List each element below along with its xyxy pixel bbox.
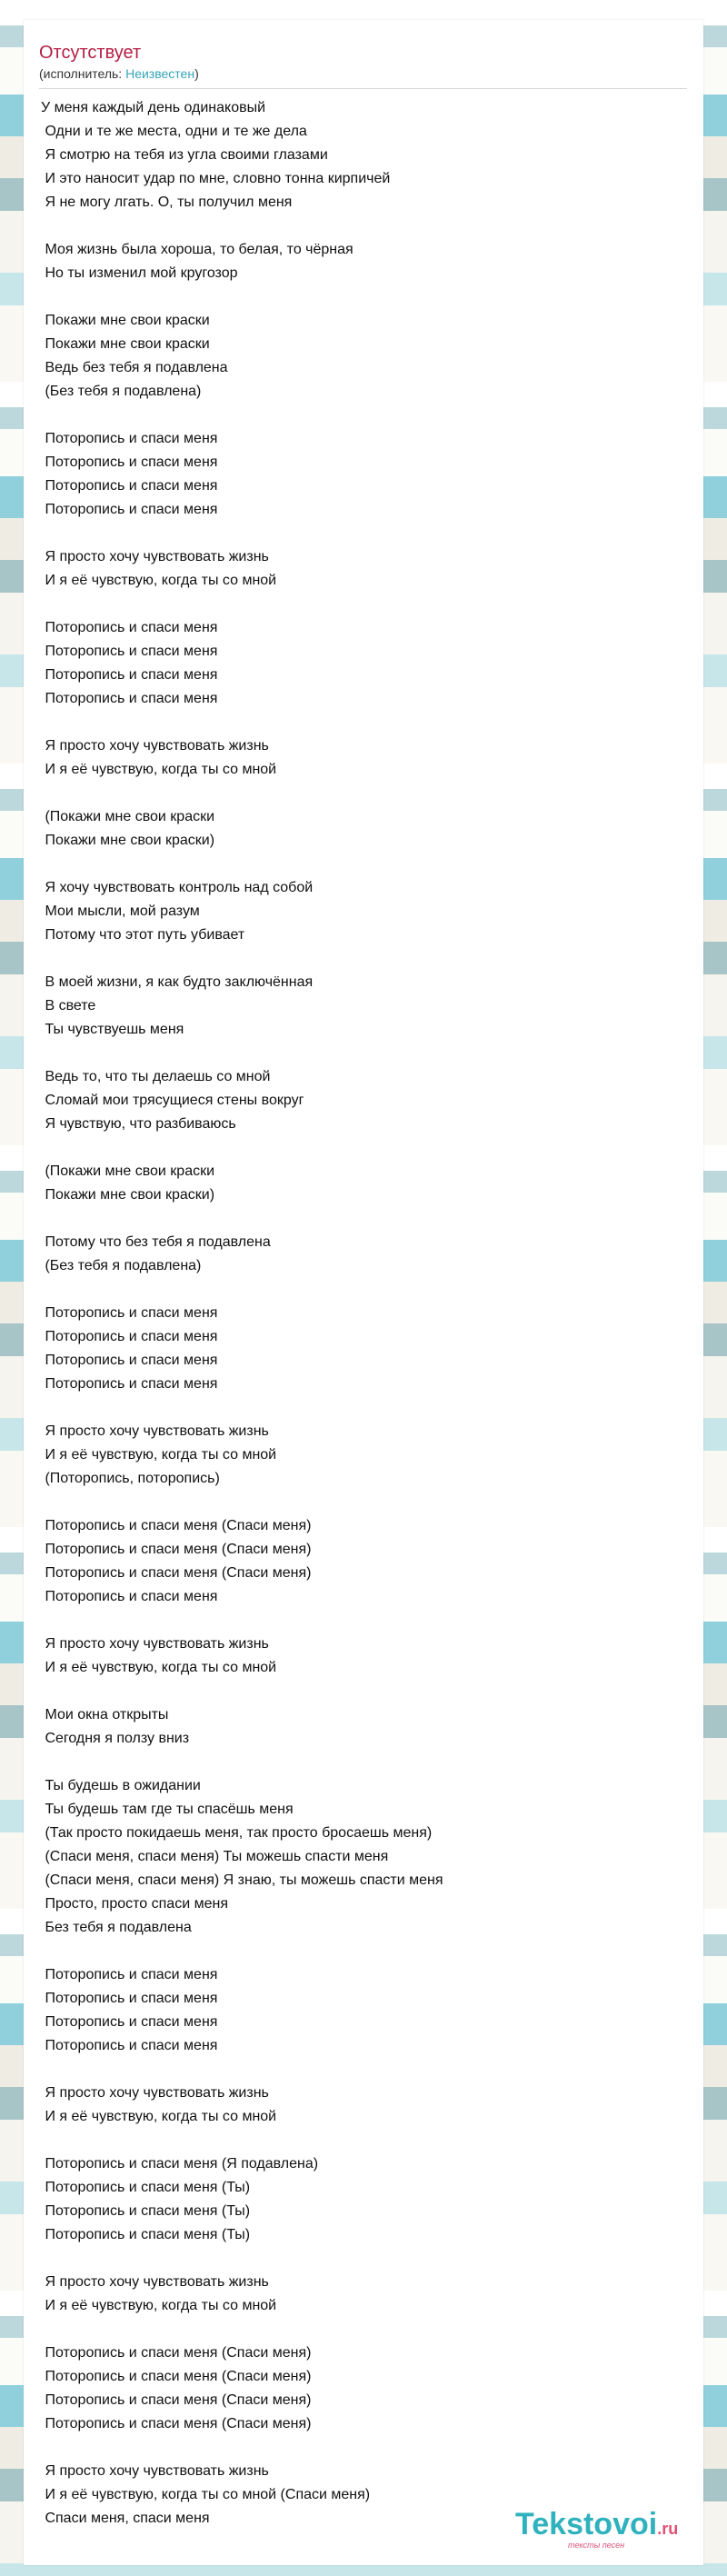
lyric-line: Но ты изменил мой кругозор — [41, 265, 238, 281]
lyric-line: Просто, просто спаси меня — [41, 1896, 228, 1912]
lyric-line: (Без тебя я подавлена) — [41, 384, 202, 399]
lyric-line — [41, 215, 677, 238]
artist-link[interactable]: Неизвестен — [125, 66, 195, 81]
lyric-line: Поторопись и спаси меня — [41, 502, 218, 517]
lyric-line: Поторопись и спаси меня — [41, 1589, 218, 1604]
lyric-line: Поторопись и спаси меня — [41, 1329, 218, 1344]
lyric-line — [41, 1751, 677, 1774]
lyric-line: Поторопись и спаси меня (Спаси меня) — [41, 2345, 312, 2361]
lyric-line — [41, 404, 677, 427]
lyric-line: Поторопись и спаси меня (Спаси меня) — [41, 2416, 312, 2431]
artist-prefix: (исполнитель: — [39, 66, 126, 81]
lyric-line — [41, 285, 677, 309]
lyric-line: Поторопись и спаси меня (Спаси меня) — [41, 1542, 312, 1557]
lyric-line — [41, 1396, 677, 1420]
lyric-line: Поторопись и спаси меня (Спаси меня) — [41, 2392, 312, 2408]
lyric-line — [41, 2129, 677, 2152]
lyric-line — [41, 782, 677, 805]
lyric-line — [41, 1491, 677, 1514]
lyric-line: (Покажи мне свои краски — [41, 809, 215, 824]
lyric-line: Ты будешь в ожидании — [41, 1778, 201, 1793]
lyric-line: И я её чувствую, когда ты со мной — [41, 573, 277, 588]
lyric-line: Я просто хочу чувствовать жизнь — [41, 1636, 269, 1652]
lyric-line — [41, 2436, 677, 2460]
lyric-line — [41, 853, 677, 876]
lyric-line: И я её чувствую, когда ты со мной (Спаси меня) — [41, 2487, 371, 2502]
header-divider — [39, 88, 687, 89]
lyric-line: Поторопись и спаси меня — [41, 644, 218, 659]
lyric-line: Сегодня я ползу вниз — [41, 1731, 190, 1746]
lyric-line: Покажи мне свои краски) — [41, 833, 215, 848]
lyric-line: Ведь без тебя я подавлена — [41, 360, 228, 375]
lyric-line: В моей жизни, я как будто заключённая — [41, 974, 314, 990]
lyric-line: Поторопись и спаси меня — [41, 478, 218, 494]
lyric-line — [41, 2058, 677, 2082]
lyric-line: Поторопись и спаси меня — [41, 667, 218, 683]
lyric-line: Я хочу чувствовать контроль над собой — [41, 880, 314, 895]
artist-suffix: ) — [194, 66, 199, 81]
lyric-line: Поторопись и спаси меня (Ты) — [41, 2227, 251, 2242]
lyric-line: Поторопись и спаси меня — [41, 691, 218, 706]
lyric-line: Потому что без тебя я подавлена — [41, 1234, 271, 1250]
lyric-line: Поторопись и спаси меня — [41, 620, 218, 635]
lyric-line: Покажи мне свои краски — [41, 313, 210, 328]
lyric-line: И я её чувствую, когда ты со мной — [41, 762, 277, 777]
lyric-line: Поторопись и спаси меня — [41, 2014, 218, 2030]
lyric-line — [41, 1042, 677, 1065]
lyric-line: (Поторопись, поторопись) — [41, 1471, 220, 1486]
lyric-line: Поторопись и спаси меня (Спаси меня) — [41, 1565, 312, 1581]
lyric-line: Поторопись и спаси меня — [41, 454, 218, 470]
lyric-line: Потому что этот путь убивает — [41, 927, 245, 943]
artist-line — [39, 65, 703, 82]
lyric-line: Я просто хочу чувствовать жизнь — [41, 2463, 269, 2479]
lyric-line: Поторопись и спаси меня (Ты) — [41, 2203, 251, 2219]
lyric-line: Покажи мне свои краски) — [41, 1187, 215, 1203]
lyric-line: Одни и те же места, одни и те же дела — [41, 124, 307, 139]
lyric-line — [41, 1609, 677, 1632]
lyric-line: И я её чувствую, когда ты со мной — [41, 2109, 277, 2124]
lyric-line: И это наносит удар по мне, словно тонна кирпичей — [41, 171, 391, 186]
lyric-line — [41, 593, 677, 616]
lyric-line: Я чувствую, что разбиваюсь — [41, 1116, 236, 1132]
lyric-line: Поторопись и спаси меня — [41, 2038, 218, 2053]
song-title: Отсутствует — [39, 43, 142, 63]
lyric-line: Моя жизнь была хороша, то белая, то чёрная — [41, 242, 354, 257]
lyric-line: Поторопись и спаси меня (Спаси меня) — [41, 2369, 312, 2384]
lyric-line — [41, 947, 677, 971]
lyric-line: Поторопись и спаси меня — [41, 1967, 218, 1982]
lyric-line: И я её чувствую, когда ты со мной — [41, 1660, 277, 1675]
lyric-line: (Без тебя я подавлена) — [41, 1258, 202, 1273]
lyric-line: В свете — [41, 998, 96, 1013]
lyric-line: Без тебя я подавлена — [41, 1920, 192, 1935]
lyric-line: Ты будешь там где ты спасёшь меня — [41, 1802, 294, 1817]
lyric-line: Поторопись и спаси меня — [41, 1991, 218, 2006]
lyric-line: Покажи мне свои краски — [41, 336, 210, 352]
logo-tld: .ru — [657, 2520, 679, 2538]
lyric-line: Поторопись и спаси меня (Ты) — [41, 2180, 251, 2195]
lyric-line: Поторопись и спаси меня — [41, 1376, 218, 1392]
lyric-line: Поторопись и спаси меня — [41, 1353, 218, 1368]
lyric-line: И я её чувствую, когда ты со мной — [41, 2298, 277, 2313]
lyric-line: Поторопись и спаси меня — [41, 431, 218, 446]
lyric-line: Спаси меня, спаси меня — [41, 2511, 210, 2526]
lyric-line: У меня каждый день одинаковый — [41, 100, 266, 115]
lyric-line — [41, 2318, 677, 2341]
lyric-line: Сломай мои трясущиеся стены вокруг — [41, 1093, 304, 1108]
lyric-line — [41, 1680, 677, 1703]
lyric-line: Поторопись и спаси меня (Спаси меня) — [41, 1518, 312, 1533]
lyric-line: (Покажи мне свои краски — [41, 1163, 215, 1179]
lyrics-card — [24, 20, 703, 2565]
lyric-line: (Так просто покидаешь меня, так просто бросаешь меня) — [41, 1825, 433, 1841]
lyric-line — [41, 1207, 677, 1231]
lyric-line: И я её чувствую, когда ты со мной — [41, 1447, 277, 1463]
lyric-line: Ты чувствуешь меня — [41, 1022, 184, 1037]
lyric-line: Ведь то, что ты делаешь со мной — [41, 1069, 271, 1084]
lyric-line — [41, 2247, 677, 2271]
lyric-line — [41, 711, 677, 734]
lyric-line: Поторопись и спаси меня (Я подавлена) — [41, 2156, 319, 2172]
lyric-line: (Спаси меня, спаси меня) Я знаю, ты можешь спасти меня — [41, 1872, 443, 1888]
lyric-line: Я просто хочу чувствовать жизнь — [41, 549, 269, 564]
song-header — [24, 20, 703, 82]
lyric-line — [41, 1278, 677, 1302]
lyric-line: Я просто хочу чувствовать жизнь — [41, 2085, 269, 2101]
lyric-line: Я просто хочу чувствовать жизнь — [41, 738, 269, 754]
lyric-line: Я просто хочу чувствовать жизнь — [41, 2274, 269, 2290]
lyric-line: Поторопись и спаси меня — [41, 1305, 218, 1321]
lyric-line: Мои окна открыты — [41, 1707, 169, 1722]
lyric-line: Я не могу лгать. О, ты получил меня — [41, 195, 293, 210]
lyric-line — [41, 522, 677, 545]
lyric-line: Я просто хочу чувствовать жизнь — [41, 1423, 269, 1439]
lyric-line: Мои мысли, мой разум — [41, 904, 200, 919]
lyric-line: Я смотрю на тебя из угла своими глазами — [41, 147, 328, 163]
logo-tagline: тексты песен — [568, 2541, 625, 2550]
logo-name: Tekstovoi — [515, 2507, 658, 2541]
lyrics-text — [41, 96, 677, 2531]
lyric-line — [41, 1940, 677, 1963]
lyric-line — [41, 1136, 677, 1160]
site-logo[interactable] — [515, 2506, 683, 2555]
lyric-line: (Спаси меня, спаси меня) Ты можешь спасти меня — [41, 1849, 389, 1864]
